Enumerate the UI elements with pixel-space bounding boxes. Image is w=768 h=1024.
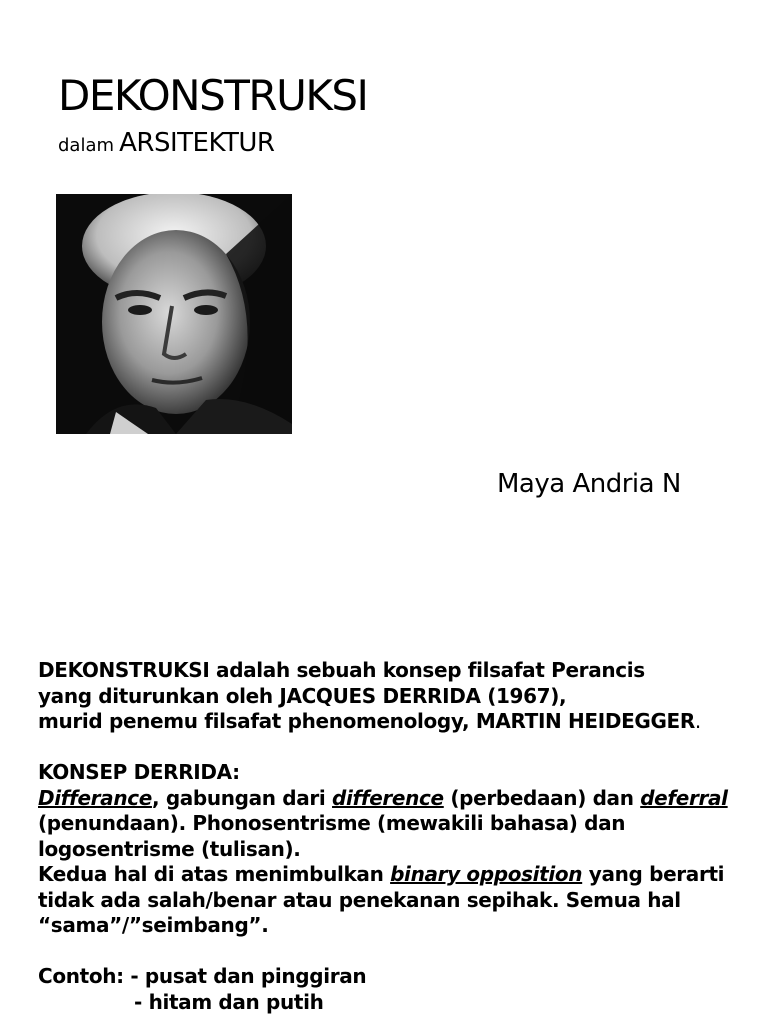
term-difference: difference <box>332 785 444 810</box>
example-line: - hitam dan putih <box>134 989 324 1014</box>
example-line: Contoh: - pusat dan pinggiran <box>38 964 367 988</box>
term-binary-opposition: binary opposition <box>390 862 583 886</box>
konsep-heading: KONSEP DERRIDA: <box>38 760 240 784</box>
page-title: DEKONSTRUKSI <box>58 71 368 120</box>
paragraph-line: yang diturunkan oleh JACQUES DERRIDA (1967), <box>38 683 567 708</box>
author-name: Maya Andria N <box>497 469 681 499</box>
paragraph-line: murid penemu filsafat phenomenology, MARTIN HEIDEGGER. <box>38 709 701 733</box>
paragraph-line: “sama”/”seimbang”. <box>38 913 269 937</box>
paragraph-line: Differance, gabungan dari difference (perbedaan) dan deferral <box>38 785 728 810</box>
page-subtitle <box>58 126 274 163</box>
paragraph-line: DEKONSTRUKSI adalah sebuah konsep filsafat Perancis <box>38 658 645 682</box>
subtitle-main: ARSITEKTUR <box>119 128 275 158</box>
paragraph-line: Kedua hal di atas menimbulkan binary opposition yang berarti <box>38 862 725 886</box>
paragraph-line: tidak ada salah/benar atau penekanan sepihak. Semua hal <box>38 887 681 912</box>
portrait-photo <box>56 194 292 434</box>
paragraph-line: (penundaan). Phonosentrisme (mewakili bahasa) dan <box>38 811 626 835</box>
term-differance: Differance <box>38 785 152 810</box>
term-deferral: deferral <box>640 785 728 810</box>
body-text <box>38 658 758 1015</box>
paragraph-line: logosentrisme (tulisan). <box>38 836 301 861</box>
subtitle-prefix: dalam <box>58 135 115 156</box>
